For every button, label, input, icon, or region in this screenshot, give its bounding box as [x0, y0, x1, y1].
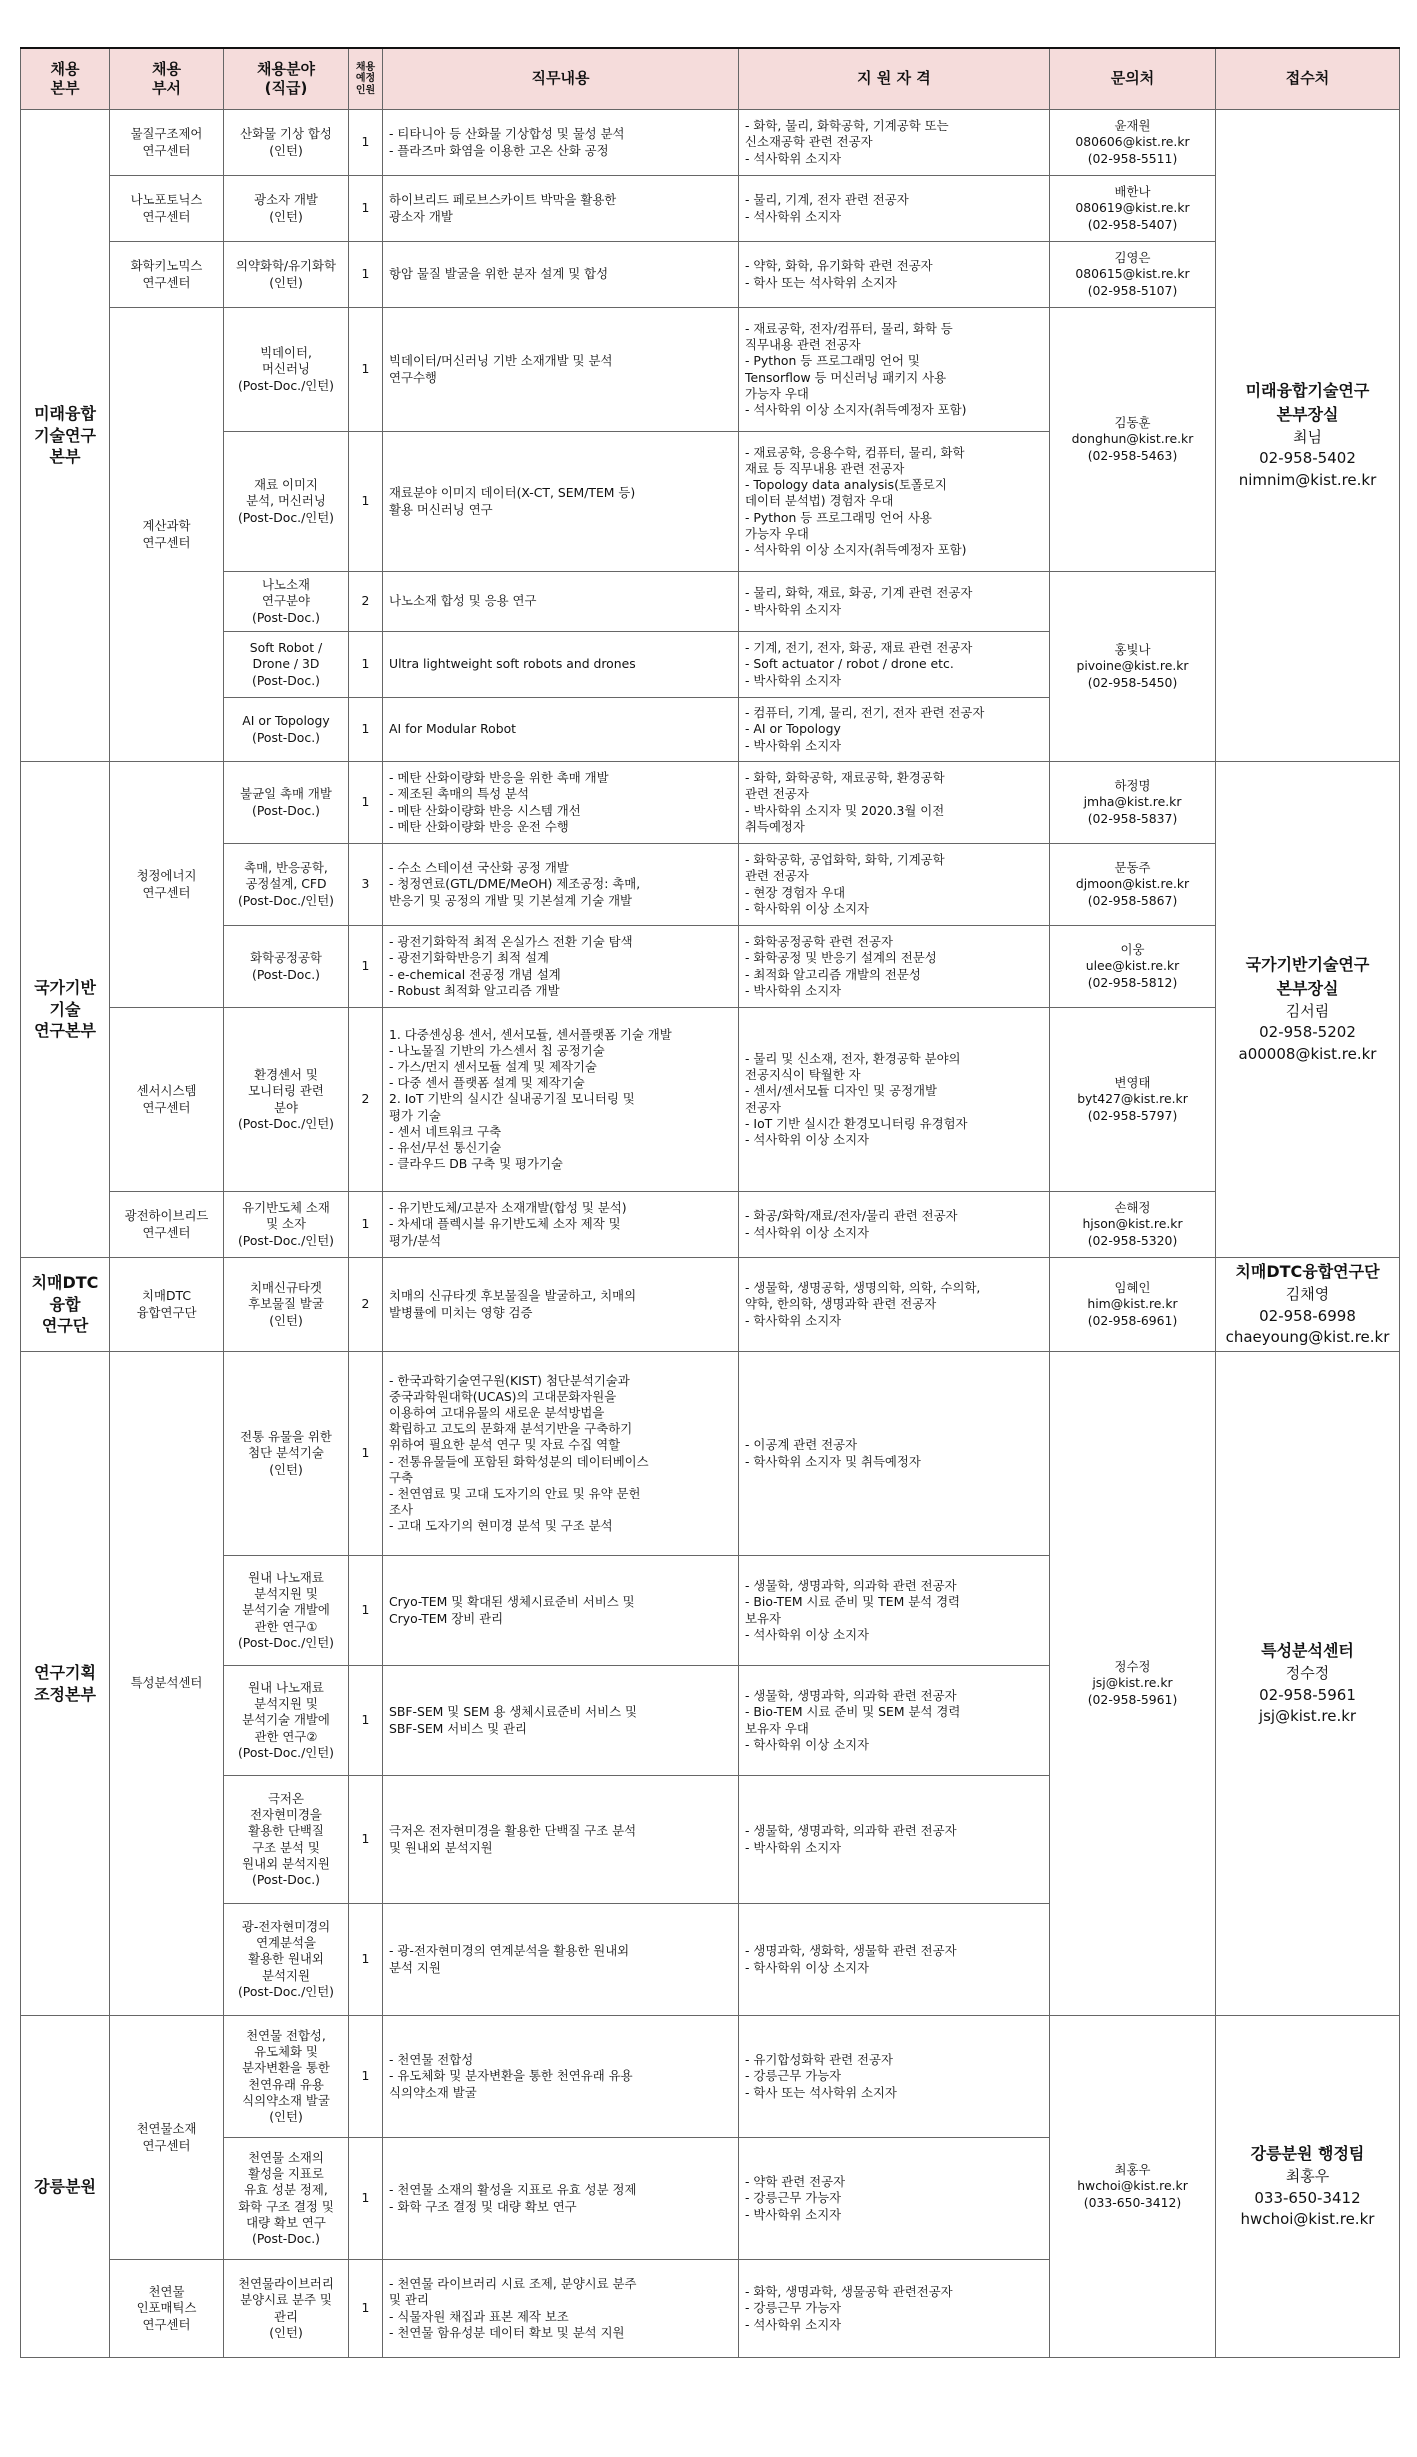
receiver-phone: 02-958-5961 — [1259, 1685, 1356, 1704]
header-division: 채용 본부 — [21, 48, 110, 110]
hiring-count: 3 — [349, 844, 383, 926]
table-row — [21, 844, 1400, 926]
table-row — [21, 572, 1400, 632]
duties-text: Cryo-TEM 및 확대된 생체시료준비 서비스 및 Cryo-TEM 장비 관리 — [383, 1556, 739, 1666]
field-name: 광-전자현미경의 연계분석을 활용한 원내외 분석지원 (Post-Doc./인턴) — [224, 1904, 349, 2016]
duties-text: 재료분야 이미지 데이터(X-CT, SEM/TEM 등) 활용 머신러닝 연구 — [383, 432, 739, 572]
qualifications-text: - 화학, 생명과학, 생물공학 관련전공자 - 강릉근무 가능자 - 석사학위 소지자 — [739, 2260, 1050, 2358]
field-name: 불균일 촉매 개발 (Post-Doc.) — [224, 762, 349, 844]
department-name: 광전하이브리드 연구센터 — [110, 1192, 224, 1258]
receiver-info — [1216, 1352, 1400, 2016]
hiring-count: 1 — [349, 1192, 383, 1258]
hiring-count: 1 — [349, 242, 383, 308]
qualifications-text: - 유기합성화학 관련 전공자 - 강릉근무 가능자 - 학사 또는 석사학위 소지자 — [739, 2016, 1050, 2138]
header-receiver: 접수처 — [1216, 48, 1400, 110]
duties-text: AI for Modular Robot — [383, 698, 739, 762]
contact-info: 임혜인 him@kist.re.kr (02-958-6961) — [1050, 1258, 1216, 1352]
hiring-count: 2 — [349, 1258, 383, 1352]
hiring-count: 1 — [349, 1556, 383, 1666]
receiver-info — [1216, 1258, 1400, 1352]
field-name: 극저온 전자현미경을 활용한 단백질 구조 분석 및 원내외 분석지원 (Post-Doc.) — [224, 1776, 349, 1904]
duties-text: - 수소 스테이션 국산화 공정 개발 - 청정연료(GTL/DME/MeOH) 제조공정: 촉매, 반응기 및 공정의 개발 및 기본설계 기술 개발 — [383, 844, 739, 926]
contact-info: 하정명 jmha@kist.re.kr (02-958-5837) — [1050, 762, 1216, 844]
division-name: 강릉분원 — [21, 2016, 110, 2358]
receiver-email: nimnim@kist.re.kr — [1238, 471, 1377, 490]
duties-text: 항암 물질 발굴을 위한 분자 설계 및 합성 — [383, 242, 739, 308]
receiver-name: 강릉분원 행정팀 — [1250, 2144, 1365, 2163]
duties-text: - 티타니아 등 산화물 기상합성 및 물성 분석 - 플라즈마 화염을 이용한 고온 산화 공정 — [383, 110, 739, 176]
contact-info: 손해정 hjson@kist.re.kr (02-958-5320) — [1050, 1192, 1216, 1258]
contact-info: 윤재원 080606@kist.re.kr (02-958-5511) — [1050, 110, 1216, 176]
hiring-count: 1 — [349, 926, 383, 1008]
table-row — [21, 1008, 1400, 1192]
contact-info: 배한나 080619@kist.re.kr (02-958-5407) — [1050, 176, 1216, 242]
qualifications-text: - 화학공정공학 관련 전공자 - 화학공정 및 반응기 설계의 전문성 - 최적화 알고리즘 개발의 전문성 - 박사학위 소지자 — [739, 926, 1050, 1008]
duties-text: - 광-전자현미경의 연계분석을 활용한 원내외 분석 지원 — [383, 1904, 739, 2016]
field-name: 천연물 소재의 활성을 지표로 유효 성분 정제, 화학 구조 결정 및 대량 확보 연구 (Post-Doc.) — [224, 2138, 349, 2260]
duties-text: - 광전기화학적 최적 온실가스 전환 기술 탐색 - 광전기화학반응기 최적 설계 - e-chemical 전공정 개념 설계 - Robust 최적화 알고리즘 개발 — [383, 926, 739, 1008]
hiring-count: 1 — [349, 1904, 383, 2016]
qualifications-text: - 생물학, 생명과학, 의과학 관련 전공자 - 박사학위 소지자 — [739, 1776, 1050, 1904]
qualifications-text: - 생물학, 생명과학, 의과학 관련 전공자 - Bio-TEM 시료 준비 및 TEM 분석 경력 보유자 - 석사학위 이상 소지자 — [739, 1556, 1050, 1666]
receiver-phone: 02-958-5202 — [1259, 1023, 1356, 1042]
qualifications-text: - 재료공학, 응용수학, 컴퓨터, 물리, 화학 재료 등 직무내용 관련 전공자 - Topology data analysis(토폴로지 데이터 분석법) 경험자 우대 - Python 등 프로그래밍 언어 사용 가능자 우대 - 석사학위 이상 소지자(취득예정자 포함) — [739, 432, 1050, 572]
field-name: 재료 이미지 분석, 머신러닝 (Post-Doc./인턴) — [224, 432, 349, 572]
field-name: 나노소재 연구분야 (Post-Doc.) — [224, 572, 349, 632]
contact-info: 김영은 080615@kist.re.kr (02-958-5107) — [1050, 242, 1216, 308]
receiver-info — [1216, 2016, 1400, 2358]
field-name: 전통 유물을 위한 첨단 분석기술 (인턴) — [224, 1352, 349, 1556]
receiver-email: a00008@kist.re.kr — [1238, 1045, 1377, 1064]
duties-text: 극저온 전자현미경을 활용한 단백질 구조 분석 및 원내외 분석지원 — [383, 1776, 739, 1904]
field-name: 광소자 개발 (인턴) — [224, 176, 349, 242]
division-name: 치매DTC 융합 연구단 — [21, 1258, 110, 1352]
qualifications-text: - 약학, 화학, 유기화학 관련 전공자 - 학사 또는 석사학위 소지자 — [739, 242, 1050, 308]
field-name: AI or Topology (Post-Doc.) — [224, 698, 349, 762]
receiver-name: 국가기반기술연구 본부장실 — [1245, 955, 1370, 998]
field-name: 빅데이터, 머신러닝 (Post-Doc./인턴) — [224, 308, 349, 432]
qualifications-text: - 생물학, 생명공학, 생명의학, 의학, 수의학, 약학, 한의학, 생명과학 관련 전공자 - 학사학위 소지자 — [739, 1258, 1050, 1352]
receiver-name: 미래융합기술연구 본부장실 — [1245, 381, 1370, 424]
department-name: 천연물소재 연구센터 — [110, 2016, 224, 2260]
header-qualifications: 지 원 자 격 — [739, 48, 1050, 110]
hiring-count: 1 — [349, 1666, 383, 1776]
contact-info: 김동훈 donghun@kist.re.kr (02-958-5463) — [1050, 308, 1216, 572]
duties-text: Ultra lightweight soft robots and drones — [383, 632, 739, 698]
header-row — [21, 48, 1400, 110]
qualifications-text: - 재료공학, 전자/컴퓨터, 물리, 화학 등 직무내용 관련 전공자 - Python 등 프로그래밍 언어 및 Tensorflow 등 머신러닝 패키지 사용 가능자 우대 - 석사학위 이상 소지자(취득예정자 포함) — [739, 308, 1050, 432]
hiring-count: 1 — [349, 176, 383, 242]
duties-text: 하이브리드 페로브스카이트 박막을 활용한 광소자 개발 — [383, 176, 739, 242]
header-duties: 직무내용 — [383, 48, 739, 110]
duties-text: - 한국과학기술연구원(KIST) 첨단분석기술과 중국과학원대학(UCAS)의 고대문화자원을 이용하여 고대유물의 새로운 분석방법을 확립하고 고도의 문화재 분석기반을 구축하기 위하여 필요한 분석 연구 및 자료 수집 역할 - 전통유물들에 포함된 화학성분의 데이터베이스 구축 - 천연염료 및 고대 도자기의 안료 및 유약 문헌 조사 - 고대 도자기의 현미경 분석 및 구조 분석 — [383, 1352, 739, 1556]
contact-info: 정수정 jsj@kist.re.kr (02-958-5961) — [1050, 1352, 1216, 2016]
receiver-email: jsj@kist.re.kr — [1258, 1707, 1357, 1726]
field-name: 천연물 전합성, 유도체화 및 분자변환을 통한 천연유래 유용 식의약소재 발굴 (인턴) — [224, 2016, 349, 2138]
contact-info: 홍빛나 pivoine@kist.re.kr (02-958-5450) — [1050, 572, 1216, 762]
receiver-person: 김서림 — [1285, 1001, 1330, 1020]
hiring-count: 1 — [349, 2016, 383, 2138]
table-row — [21, 926, 1400, 1008]
field-name: 유기반도체 소재 및 소자 (Post-Doc./인턴) — [224, 1192, 349, 1258]
table-row — [21, 110, 1400, 176]
hiring-count: 1 — [349, 308, 383, 432]
qualifications-text: - 컴퓨터, 기계, 물리, 전기, 전자 관련 전공자 - AI or Topology - 박사학위 소지자 — [739, 698, 1050, 762]
hiring-count: 1 — [349, 1776, 383, 1904]
receiver-phone: 02-958-6998 — [1259, 1306, 1356, 1325]
hiring-count: 1 — [349, 2260, 383, 2358]
table-row — [21, 762, 1400, 844]
field-name: 촉매, 반응공학, 공정설계, CFD (Post-Doc./인턴) — [224, 844, 349, 926]
receiver-person: 최님 — [1293, 427, 1322, 446]
recruitment-table — [20, 47, 1400, 2358]
receiver-person: 정수정 — [1285, 1663, 1330, 1682]
duties-text: 1. 다중센싱용 센서, 센서모듈, 센서플랫폼 기술 개발 - 나노물질 기반의 가스센서 칩 공정기술 - 가스/먼지 센서모듈 설계 및 제작기술 - 다중 센서 플랫폼 설계 및 제작기술 2. IoT 기반의 실시간 실내공기질 모니터링 및 평가 기술 - 센서 네트워크 구축 - 유선/무선 통신기술 - 클라우드 DB 구축 및 평가기술 — [383, 1008, 739, 1192]
duties-text: - 유기반도체/고분자 소재개발(합성 및 분석) - 차세대 플렉시블 유기반도체 소자 제작 및 평가/분석 — [383, 1192, 739, 1258]
receiver-person: 김채영 — [1285, 1284, 1330, 1303]
department-name: 특성분석센터 — [110, 1352, 224, 2016]
receiver-phone: 033-650-3412 — [1254, 2188, 1361, 2207]
table-row — [21, 1258, 1400, 1352]
division-name: 국가기반 기술 연구본부 — [21, 762, 110, 1258]
qualifications-text: - 화학, 화학공학, 재료공학, 환경공학 관련 전공자 - 박사학위 소지자 및 2020.3월 이전 취득예정자 — [739, 762, 1050, 844]
hiring-count: 1 — [349, 2138, 383, 2260]
qualifications-text: - 물리, 화학, 재료, 화공, 기계 관련 전공자 - 박사학위 소지자 — [739, 572, 1050, 632]
receiver-info — [1216, 110, 1400, 762]
department-name: 센서시스템 연구센터 — [110, 1008, 224, 1192]
duties-text: 치매의 신규타겟 후보물질을 발굴하고, 치매의 발병률에 미치는 영향 검증 — [383, 1258, 739, 1352]
qualifications-text: - 약학 관련 전공자 - 강릉근무 가능자 - 박사학위 소지자 — [739, 2138, 1050, 2260]
qualifications-text: - 기계, 전기, 전자, 화공, 재료 관련 전공자 - Soft actuator / robot / drone etc. - 박사학위 소지자 — [739, 632, 1050, 698]
qualifications-text: - 물리 및 신소재, 전자, 환경공학 분야의 전공지식이 탁월한 자 - 센서/센서모듈 디자인 및 공정개발 전공자 - IoT 기반 실시간 환경모니터링 유경험자 - 석사학위 이상 소지자 — [739, 1008, 1050, 1192]
department-name: 천연물 인포매틱스 연구센터 — [110, 2260, 224, 2358]
duties-text: - 천연물 전합성 - 유도체화 및 분자변환을 통한 천연유래 유용 식의약소재 발굴 — [383, 2016, 739, 2138]
receiver-phone: 02-958-5402 — [1259, 449, 1356, 468]
hiring-count: 2 — [349, 572, 383, 632]
field-name: 원내 나노재료 분석지원 및 분석기술 개발에 관한 연구② (Post-Doc./인턴) — [224, 1666, 349, 1776]
receiver-info — [1216, 762, 1400, 1258]
duties-text: SBF-SEM 및 SEM 용 생체시료준비 서비스 및 SBF-SEM 서비스 및 관리 — [383, 1666, 739, 1776]
receiver-email: hwchoi@kist.re.kr — [1240, 2210, 1375, 2229]
hiring-count: 2 — [349, 1008, 383, 1192]
header-field: 채용분야 (직급) — [224, 48, 349, 110]
division-name: 연구기획 조정본부 — [21, 1352, 110, 2016]
receiver-person: 최홍우 — [1285, 2166, 1330, 2185]
hiring-count: 1 — [349, 632, 383, 698]
qualifications-text: - 화공/화학/재료/전자/물리 관련 전공자 - 석사학위 이상 소지자 — [739, 1192, 1050, 1258]
qualifications-text: - 물리, 기계, 전자 관련 전공자 - 석사학위 소지자 — [739, 176, 1050, 242]
table-row — [21, 176, 1400, 242]
hiring-count: 1 — [349, 1352, 383, 1556]
contact-info: 변영태 byt427@kist.re.kr (02-958-5797) — [1050, 1008, 1216, 1192]
field-name: 의약화학/유기화학 (인턴) — [224, 242, 349, 308]
field-name: Soft Robot / Drone / 3D (Post-Doc.) — [224, 632, 349, 698]
field-name: 산화물 기상 합성 (인턴) — [224, 110, 349, 176]
hiring-count: 1 — [349, 432, 383, 572]
table-row — [21, 308, 1400, 432]
header-count: 채용 예정 인원 — [349, 48, 383, 110]
contact-info: 문동주 djmoon@kist.re.kr (02-958-5867) — [1050, 844, 1216, 926]
field-name: 치매신규타겟 후보물질 발굴 (인턴) — [224, 1258, 349, 1352]
receiver-email: chaeyoung@kist.re.kr — [1225, 1328, 1390, 1347]
qualifications-text: - 생명과학, 생화학, 생물학 관련 전공자 - 학사학위 이상 소지자 — [739, 1904, 1050, 2016]
department-name: 물질구조제어 연구센터 — [110, 110, 224, 176]
duties-text: - 메탄 산화이량화 반응을 위한 촉매 개발 - 제조된 촉매의 특성 분석 - 메탄 산화이량화 반응 시스템 개선 - 메탄 산화이량화 반응 운전 수행 — [383, 762, 739, 844]
hiring-count: 1 — [349, 762, 383, 844]
department-name: 치매DTC 융합연구단 — [110, 1258, 224, 1352]
duties-text: 나노소재 합성 및 응용 연구 — [383, 572, 739, 632]
department-name: 계산과학 연구센터 — [110, 308, 224, 762]
department-name: 청정에너지 연구센터 — [110, 762, 224, 1008]
department-name: 나노포토닉스 연구센터 — [110, 176, 224, 242]
qualifications-text: - 화학공학, 공업화학, 화학, 기계공학 관련 전공자 - 현장 경험자 우대 - 학사학위 이상 소지자 — [739, 844, 1050, 926]
qualifications-text: - 화학, 물리, 화학공학, 기계공학 또는 신소재공학 관련 전공자 - 석사학위 소지자 — [739, 110, 1050, 176]
duties-text: - 천연물 소재의 활성을 지표로 유효 성분 정제 - 화학 구조 결정 및 대량 확보 연구 — [383, 2138, 739, 2260]
duties-text: 빅데이터/머신러닝 기반 소재개발 및 분석 연구수행 — [383, 308, 739, 432]
field-name: 화학공정공학 (Post-Doc.) — [224, 926, 349, 1008]
department-name: 화학키노믹스 연구센터 — [110, 242, 224, 308]
field-name: 환경센서 및 모니터링 관련 분야 (Post-Doc./인턴) — [224, 1008, 349, 1192]
table-row — [21, 242, 1400, 308]
table-row — [21, 1192, 1400, 1258]
contact-info: 최홍우 hwchoi@kist.re.kr (033-650-3412) — [1050, 2016, 1216, 2358]
table-row — [21, 2016, 1400, 2138]
receiver-name: 치매DTC융합연구단 — [1235, 1262, 1380, 1281]
table-row — [21, 1352, 1400, 1556]
field-name: 천연물라이브러리 분양시료 분주 및 관리 (인턴) — [224, 2260, 349, 2358]
qualifications-text: - 이공계 관련 전공자 - 학사학위 소지자 및 취득예정자 — [739, 1352, 1050, 1556]
hiring-count: 1 — [349, 698, 383, 762]
header-department: 채용 부서 — [110, 48, 224, 110]
field-name: 원내 나노재료 분석지원 및 분석기술 개발에 관한 연구① (Post-Doc./인턴) — [224, 1556, 349, 1666]
header-contact: 문의처 — [1050, 48, 1216, 110]
receiver-name: 특성분석센터 — [1261, 1641, 1354, 1660]
duties-text: - 천연물 라이브러리 시료 조제, 분양시료 분주 및 관리 - 식물자원 채집과 표본 제작 보조 - 천연물 함유성분 데이터 확보 및 분석 지원 — [383, 2260, 739, 2358]
contact-info: 이웅 ulee@kist.re.kr (02-958-5812) — [1050, 926, 1216, 1008]
division-name: 미래융합 기술연구 본부 — [21, 110, 110, 762]
hiring-count: 1 — [349, 110, 383, 176]
qualifications-text: - 생물학, 생명과학, 의과학 관련 전공자 - Bio-TEM 시료 준비 및 SEM 분석 경력 보유자 우대 - 학사학위 이상 소지자 — [739, 1666, 1050, 1776]
